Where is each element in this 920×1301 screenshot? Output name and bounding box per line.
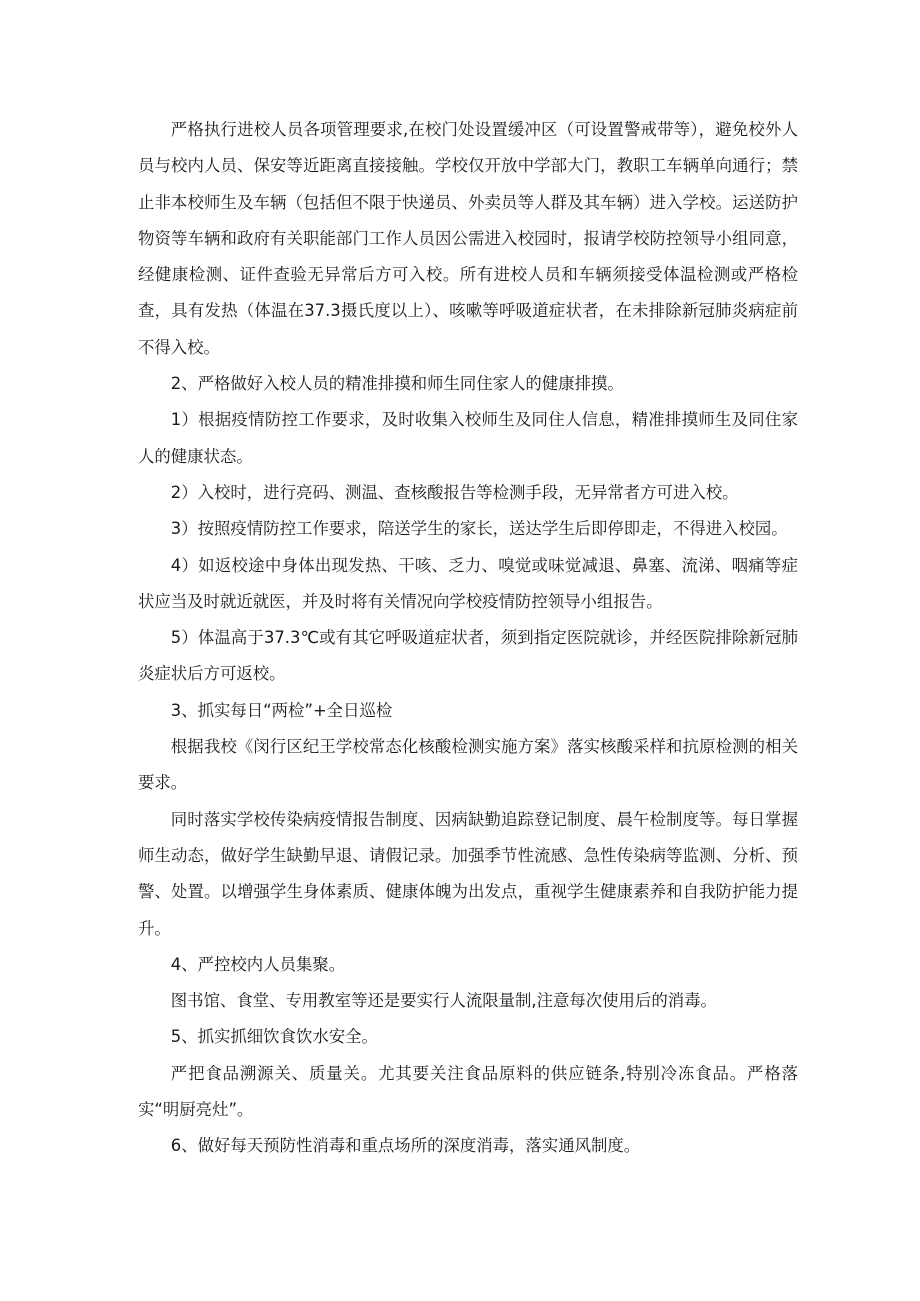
heading-food-safety: 5、抓实抓细饮食饮水安全。 (170, 1027, 378, 1047)
paragraph-reporting-system: 同时落实学校传染病疫情报告制度、因病缺勤追踪登记制度、晨午检制度等。每日掌握师生动态，做好学生缺勤早退、请假记录。加强季节性流感、急性传染病等监测、分析、预警、处置。以增强学生身体素质、健康体魄为出发点，重视学生健康素养和自我防护能力提升。 (138, 809, 798, 938)
item-symptoms-report: 4）如返校途中身体出现发热、干咳、乏力、嗅觉或味觉减退、鼻塞、流涕、咽痛等症状应当及时就近就医，并及时将有关情况向学校疫情防控领导小组报告。 (138, 555, 798, 611)
paragraph-entry-management: 严格执行进校人员各项管理要求,在校门处设置缓冲区（可设置警戒带等），避免校外人员与校内人员、保安等近距离直接接触。学校仅开放中学部大门，教职工车辆单向通行；禁止非本校师生及车辆（包括但不限于快递员、外卖员等人群及其车辆）进入学校。运送防护物资等车辆和政府有关职能部门工作人员因公需进入校园时，报请学校防控领导小组同意，经健康检测、证件查验无异常后方可入校。所有进校人员和车辆须接受体温检测或严格检查，具有发热（体温在37.3摄氏度以上）、咳嗽等呼吸道症状者，在未排除新冠肺炎病症前不得入校。 (138, 120, 798, 357)
paragraph-nucleic-acid: 根据我校《闵行区纪王学校常态化核酸检测实施方案》落实核酸采样和抗原检测的相关要求。 (138, 737, 798, 793)
heading-daily-checks: 3、抓实每日“两检”+全日巡检 (170, 700, 393, 720)
document-body (138, 112, 798, 1165)
heading-health-screening: 2、严格做好入校人员的精准排摸和师生同住家人的健康排摸。 (170, 374, 624, 394)
item-entry-check: 2）入校时，进行亮码、测温、查核酸报告等检测手段，无异常者方可进入校。 (170, 482, 739, 502)
heading-disinfection: 6、做好每天预防性消毒和重点场所的深度消毒，落实通风制度。 (170, 1136, 641, 1156)
item-collect-info: 1）根据疫情防控工作要求，及时收集入校师生及同住人信息，精准排摸师生及同住家人的健康状态。 (138, 410, 798, 466)
heading-gathering-control: 4、严控校内人员集聚。 (170, 954, 346, 974)
item-parent-dropoff: 3）按照疫情防控工作要求，陪送学生的家长，送达学生后即停即走，不得进入校园。 (170, 519, 788, 539)
item-fever-return: 5）体温高于37.3℃或有其它呼吸道症状者，须到指定医院就诊，并经医院排除新冠肺炎症状后方可返校。 (138, 628, 798, 684)
paragraph-food-tracing: 严把食品溯源关、质量关。尤其要关注食品原料的供应链条,特别冷冻食品。严格落实“明厨亮灶”。 (138, 1063, 798, 1120)
paragraph-library-canteen: 图书馆、食堂、专用教室等还是要实行人流限量制,注意每次使用后的消毒。 (170, 991, 717, 1011)
